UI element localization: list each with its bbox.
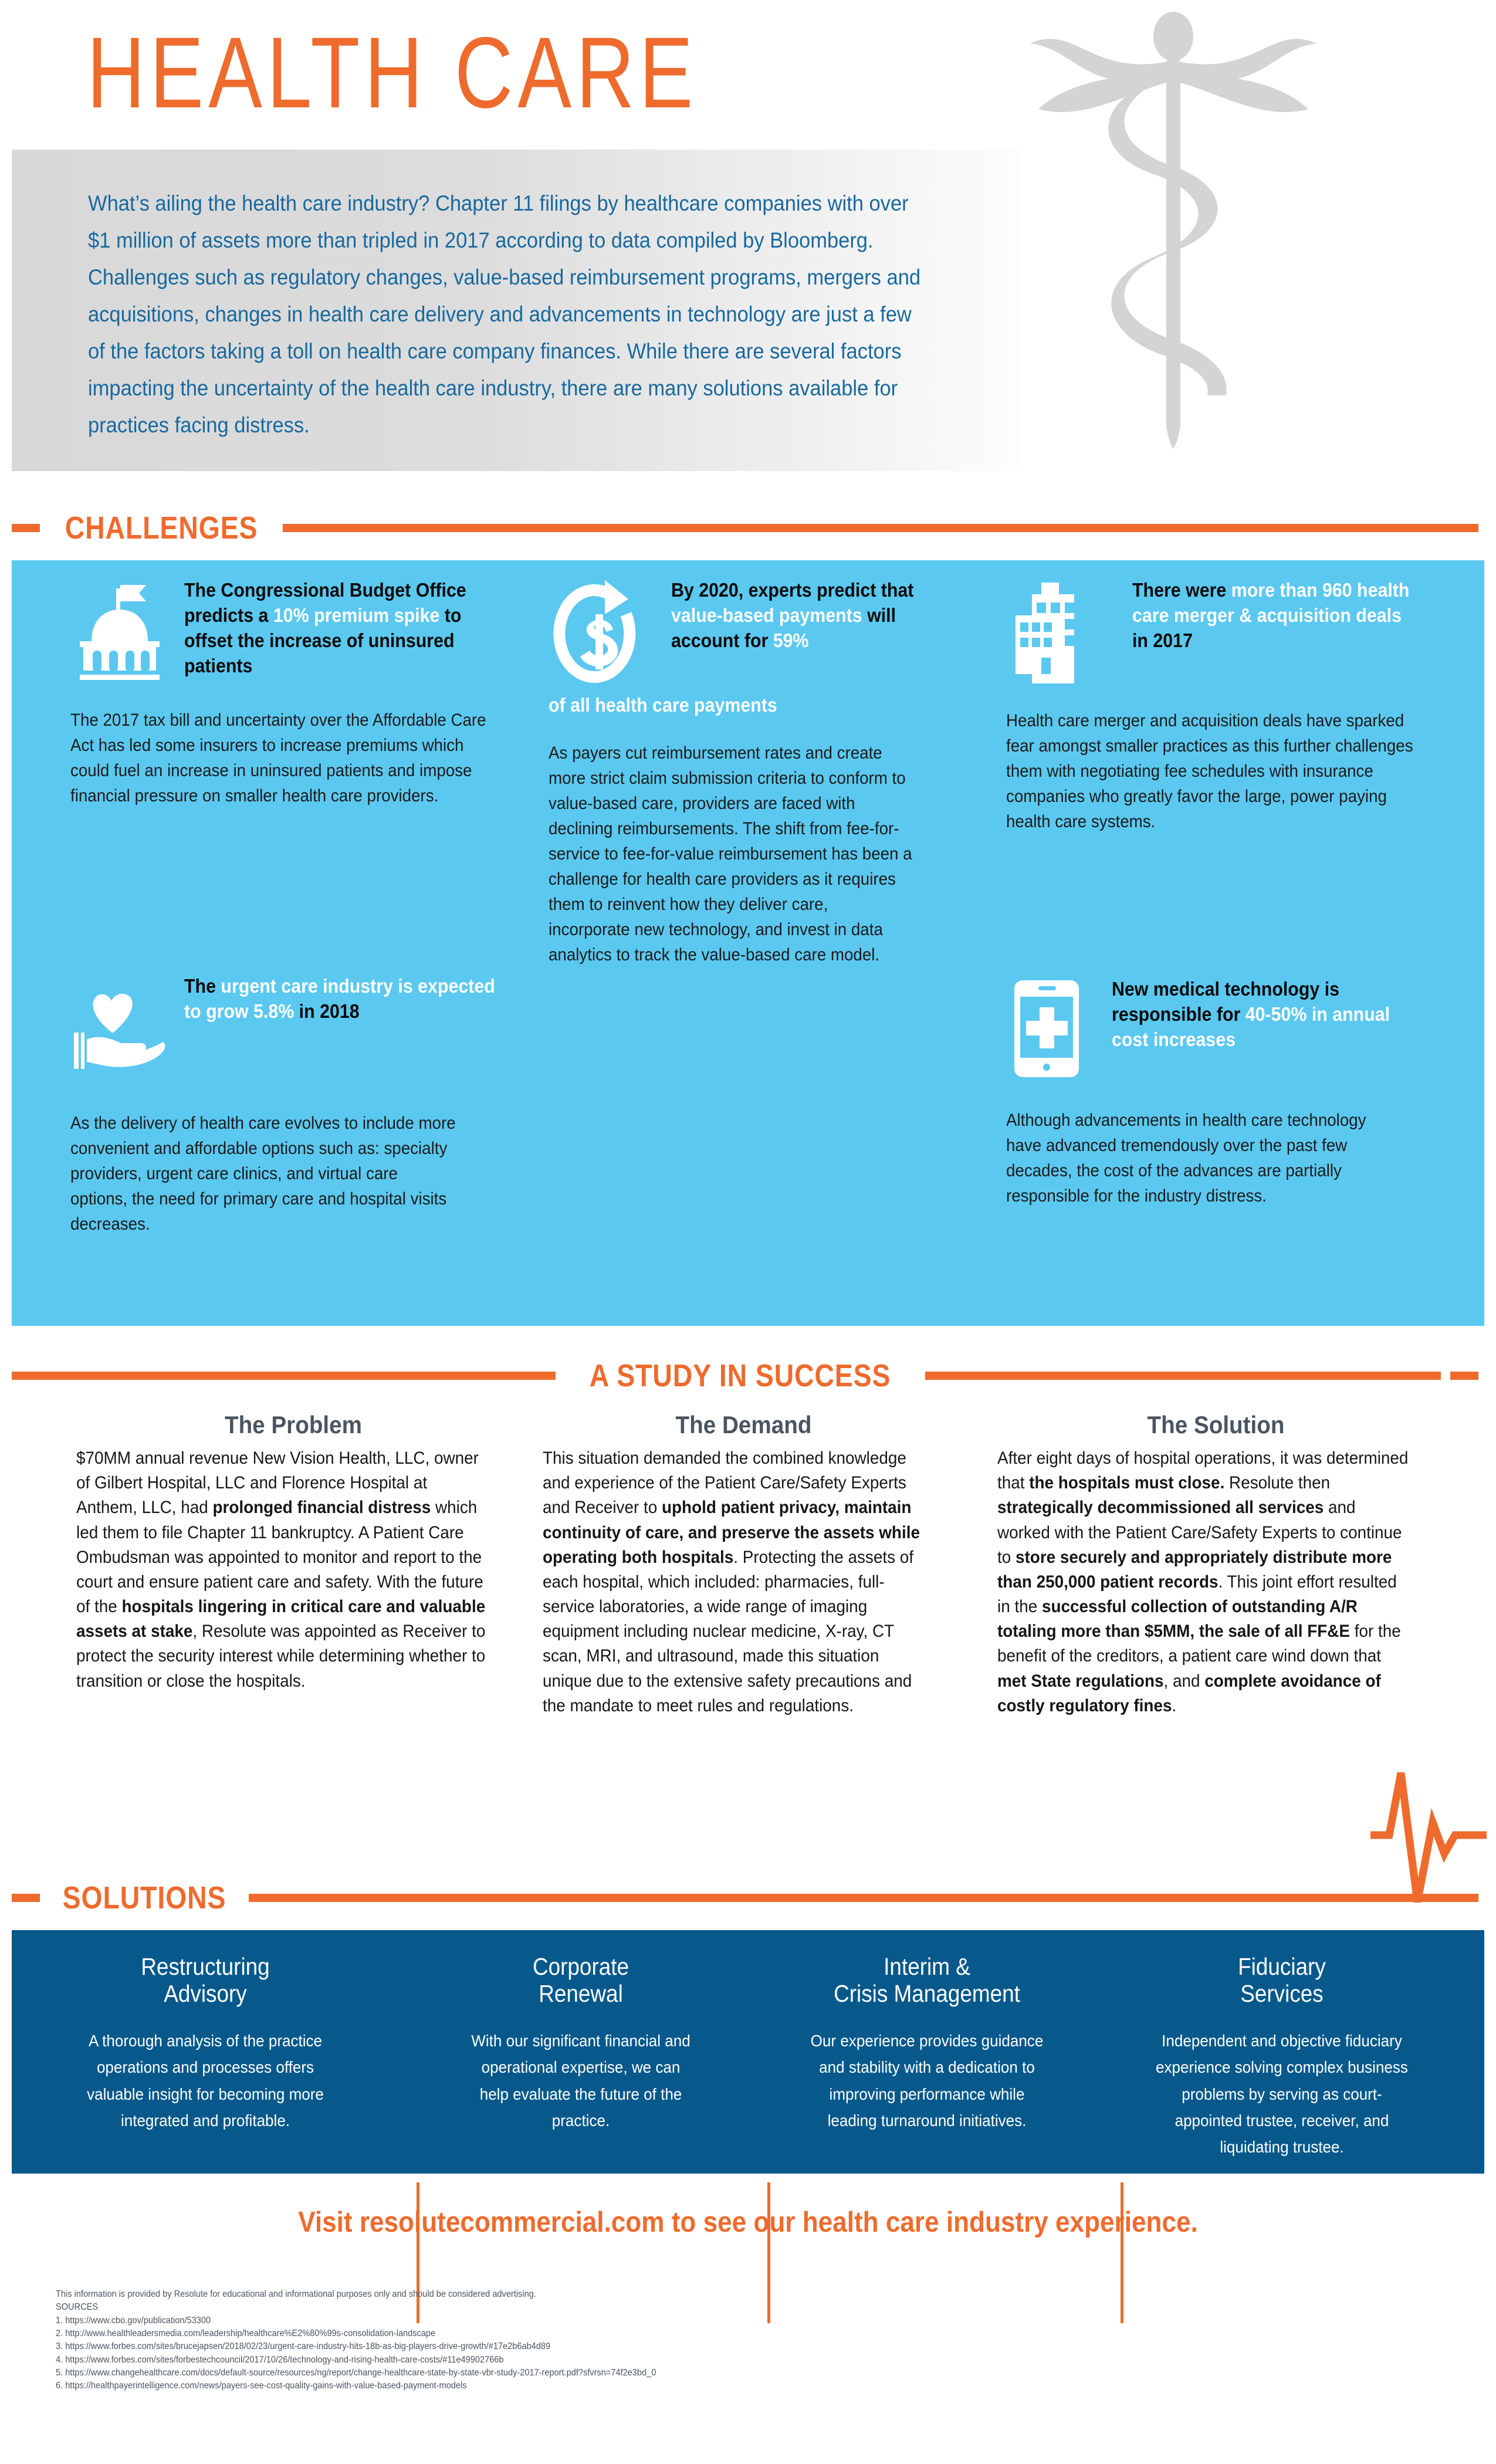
solution-column-corporate-renewal (428, 1954, 733, 2134)
text-run: for the benefit of the creditors, a patient care wind down that (997, 1622, 1401, 1666)
challenge-headline-tail: of all health care payments (549, 694, 777, 716)
study-column-body (997, 1446, 1410, 1718)
section-rule-right (925, 1372, 1441, 1380)
solutions-panel (12, 1930, 1484, 2174)
capitol-building-icon (70, 578, 169, 681)
study-column-title: The Problem (224, 1411, 363, 1439)
text-run: $70MM annual revenue New Vision Health, LLC, owner of Gilbert Hospital, LLC and Florence Hospital at Anthem, LLC, had (76, 1448, 479, 1518)
intro-paragraph: What’s ailing the health care industry? Chapter 11 filings by healthcare companies with over $1 million of assets more than tripled in 2017 according to data compiled by Bloomberg. Challenges such as regulatory changes, value-based reimbursement programs, mergers and acquisitions, changes in health care delivery and advancements in technology are just a few of the factors taking a toll on health care company finances. While there are several factors impacting the uncertainty of the health care industry, there are many solutions available for practices facing distress. (88, 191, 921, 437)
dash-left-icon (12, 1894, 40, 1902)
text-run: After eight days of hospital operations, it was determined that (997, 1448, 1409, 1493)
sources-label: SOURCES (56, 2302, 99, 2313)
footer-disclaimer-block (56, 2288, 938, 2393)
title-line: Crisis Management (834, 1979, 1020, 2007)
source-item: 1. https://www.cbo.gov/publication/53300 (56, 2315, 211, 2326)
challenge-headline-medtech (1112, 977, 1403, 1052)
headline-highlight-2: 59% (773, 629, 809, 651)
emphasis-run: the hospitals must close. (1029, 1473, 1225, 1493)
study-column-title: The Demand (675, 1411, 812, 1439)
headline-highlight: urgent care industry is expected to grow 5.8% (184, 975, 495, 1022)
solution-column-fiduciary (1129, 1954, 1434, 2161)
solution-desc: A thorough analysis of the practice operations and processes offers valuable insight for becoming more integrated and profitable. (87, 2031, 324, 2130)
text-run: . This joint effort resulted in the (997, 1572, 1397, 1617)
challenge-item-medtech (1006, 977, 1452, 1209)
solution-column-restructuring (53, 1954, 358, 2134)
headline-highlight: 40-50% in annual cost increases (1112, 1003, 1390, 1050)
section-rule-left (40, 1372, 556, 1380)
challenge-item-urgent-care (70, 974, 534, 1237)
title-line: Advisory (164, 1979, 247, 2007)
challenge-body-mergers: Health care merger and acquisition deals have sparked fear amongst smaller practices as this further challenges them with negotiating fee schedules with insurance companies who greatly favor the large, power paying health care systems. (1006, 711, 1413, 832)
source-item: 6. https://healthpayerintelligence.com/news/payers-see-cost-quality-gains-with-value-based-payment-models (56, 2381, 467, 2391)
source-item: 2. http://www.healthleadersmedia.com/leadership/healthcare%E2%80%99s-consolidation-landscape (56, 2328, 436, 2338)
study-column-problem (76, 1411, 510, 1694)
challenge-body-urgent-care: As the delivery of health care evolves to include more convenient and affordable options such as: specialty providers, urgent care clinics, and virtual care options, the need for primary care and hospital visits decreases. (70, 1113, 456, 1234)
sources-list (56, 2314, 938, 2393)
source-item: 5. https://www.changehealthcare.com/docs/default-source/resources/ng/report/change-healthcare-state-by-state-vbr-study-2017-report.pdf?sfvrsn=74f2e3bd_0 (56, 2367, 656, 2378)
challenges-section-header (12, 510, 1478, 546)
solutions-divider (1121, 2182, 1123, 2323)
headline-pre: The (184, 975, 221, 997)
dollar-refresh-icon (549, 578, 651, 689)
disclaimer-text: This information is provided by Resolute for educational and informational purposes only and should be considered advertising. (56, 2289, 536, 2299)
title-line: Renewal (539, 1979, 623, 2007)
challenge-item-cbo (70, 578, 534, 808)
challenge-item-value-based (549, 578, 971, 967)
text-run: . (1172, 1695, 1177, 1715)
headline-highlight: value-based payments (671, 604, 862, 626)
study-column-demand (543, 1411, 945, 1718)
text-run: . Protecting the assets of each hospital, which included: pharmacies, full-service laboratories, a wide range of imaging equipment including nuclear medicine, X-ray, CT scan, MRI, and ultrasound, made this situation unique due to the extensive safety precautions and the mandate to meet rules and regulations. (543, 1547, 914, 1715)
challenge-item-mergers (1006, 578, 1452, 834)
page-title: HEALTH CARE (87, 16, 698, 129)
cta-text[interactable]: Visit resolutecommercial.com to see our health care industry experience. (298, 2206, 1198, 2238)
emphasis-run: store securely and appropriately distribute more than 250,000 patient records (997, 1547, 1392, 1592)
headline-pre: There were (1132, 579, 1231, 601)
solutions-title: SOLUTIONS (62, 1880, 226, 1915)
emphasis-run: prolonged financial distress (212, 1498, 431, 1518)
challenge-body-medtech: Although advancements in health care technology have advanced tremendously over the past few decades, the cost of the advances are partially responsible for the industry distress. (1006, 1111, 1366, 1206)
heart-in-hand-icon (70, 974, 169, 1077)
challenge-headline-value-based (671, 578, 925, 654)
challenge-headline-cbo (184, 578, 506, 679)
solution-column-interim-crisis (774, 1954, 1079, 2134)
challenge-headline-urgent-care (184, 974, 506, 1024)
text-run: Resolute then (1224, 1473, 1331, 1493)
section-rule (283, 524, 1478, 532)
title-line: Corporate (532, 1953, 629, 1980)
emphasis-run: strategically decommissioned all services (997, 1498, 1324, 1518)
caduceus-icon (1021, 6, 1326, 469)
solution-title (444, 1954, 718, 2008)
text-run: and worked with the Patient Care/Safety Experts to continue to (997, 1498, 1402, 1567)
challenge-body-value-based: As payers cut reimbursement rates and create more strict claim submission criteria to conform to value-based care, providers are faced with declining reimbursements. The shift from fee-for-service to fee-for-value reimbursement has been a challenge for health care providers as it requires them to reinvent how they deliver care, incorporate new technology, and invest in data analytics to track the value-based care model. (549, 743, 912, 965)
solution-desc: Our experience provides guidance and stability with a dedication to improving performance while leading turnaround initiatives. (810, 2031, 1044, 2130)
study-section-header (12, 1358, 1478, 1393)
headline-pre: The Congressional Budget Office predicts a (184, 579, 466, 626)
text-run: , Resolute was appointed as Receiver to protect the security interest while determining whether to transition or close the hospitals. (76, 1622, 486, 1691)
solutions-section-header (12, 1880, 1478, 1915)
study-column-body (543, 1446, 922, 1718)
dash-left-icon (12, 1372, 40, 1380)
solution-title (1145, 1954, 1419, 2008)
title-line: Fiduciary (1238, 1953, 1326, 1980)
solution-title (790, 1954, 1064, 2008)
dash-right-icon (1450, 1372, 1478, 1380)
text-run: , and (1163, 1671, 1205, 1691)
emphasis-run: uphold patient privacy, maintain continuity of care, and preserve the assets while operating both hospitals (543, 1498, 920, 1567)
challenge-headline-mergers (1132, 578, 1413, 654)
headline-highlight: more than 960 health care merger & acquisition deals (1132, 579, 1410, 626)
mobile-medical-icon (1006, 977, 1094, 1079)
text-run: which led them to file Chapter 11 bankruptcy. A Patient Care Ombudsman was appointed to monitor and report to the court and ensure patient care and safety. With the future of the (76, 1498, 483, 1617)
headline-pre: New medical technology is responsible for (1112, 978, 1340, 1025)
headline-post: to offset the increase of uninsured patients (184, 604, 462, 676)
challenges-title: CHALLENGES (65, 510, 258, 546)
solution-title (68, 1954, 343, 2008)
study-title: A STUDY IN SUCCESS (590, 1358, 891, 1393)
study-column-solution (997, 1411, 1434, 1718)
title-line: Interim & (884, 1953, 970, 1980)
title-line: Restructuring (141, 1953, 270, 1980)
solution-desc: Independent and objective fiduciary experience solving complex business problems by serving as court-appointed trustee, receiver, and liquidating trustee. (1156, 2031, 1408, 2157)
headline-pre: By 2020, experts predict that (671, 579, 914, 601)
emphasis-run: met State regulations (997, 1671, 1164, 1691)
emphasis-run: hospitals lingering in critical care and valuable assets at stake (76, 1597, 486, 1641)
emphasis-run: complete avoidance of costly regulatory fines (997, 1671, 1381, 1715)
hospital-buildings-icon (1006, 578, 1115, 683)
headline-post: in 2017 (1132, 629, 1193, 651)
title-line: Services (1240, 1979, 1324, 2007)
study-column-body (76, 1446, 486, 1694)
solution-desc: With our significant financial and operational expertise, we can help evaluate the future of the practice. (471, 2031, 691, 2130)
study-column-title: The Solution (1147, 1411, 1285, 1439)
challenge-body-cbo: The 2017 tax bill and uncertainty over the Affordable Care Act has led some insurers to increase premiums which could fuel an increase in uninsured patients and impose financial pressure on smaller health care providers. (70, 710, 486, 806)
dash-left-icon (12, 524, 40, 532)
headline-highlight: 10% premium spike (273, 604, 440, 626)
emphasis-run: successful collection of outstanding A/R totaling more than $5MM, the sale of all FF&E (997, 1597, 1358, 1641)
text-run: This situation demanded the combined knowledge and experience of the Patient Care/Safety Experts and Receiver to (543, 1448, 906, 1518)
section-rule (249, 1894, 1478, 1902)
headline-mid: will account for (671, 604, 896, 651)
source-item: 4. https://www.forbes.com/sites/forbestechcouncil/2017/10/26/technology-and-rising-health-care-costs/#11e49902766b (56, 2354, 504, 2365)
headline-post: in 2018 (294, 1000, 360, 1022)
source-item: 3. https://www.forbes.com/sites/brucejapsen/2018/02/23/urgent-care-industry-hits-18b-as-big-players-drive-growth/#17e2b6ab4d89 (56, 2341, 551, 2352)
